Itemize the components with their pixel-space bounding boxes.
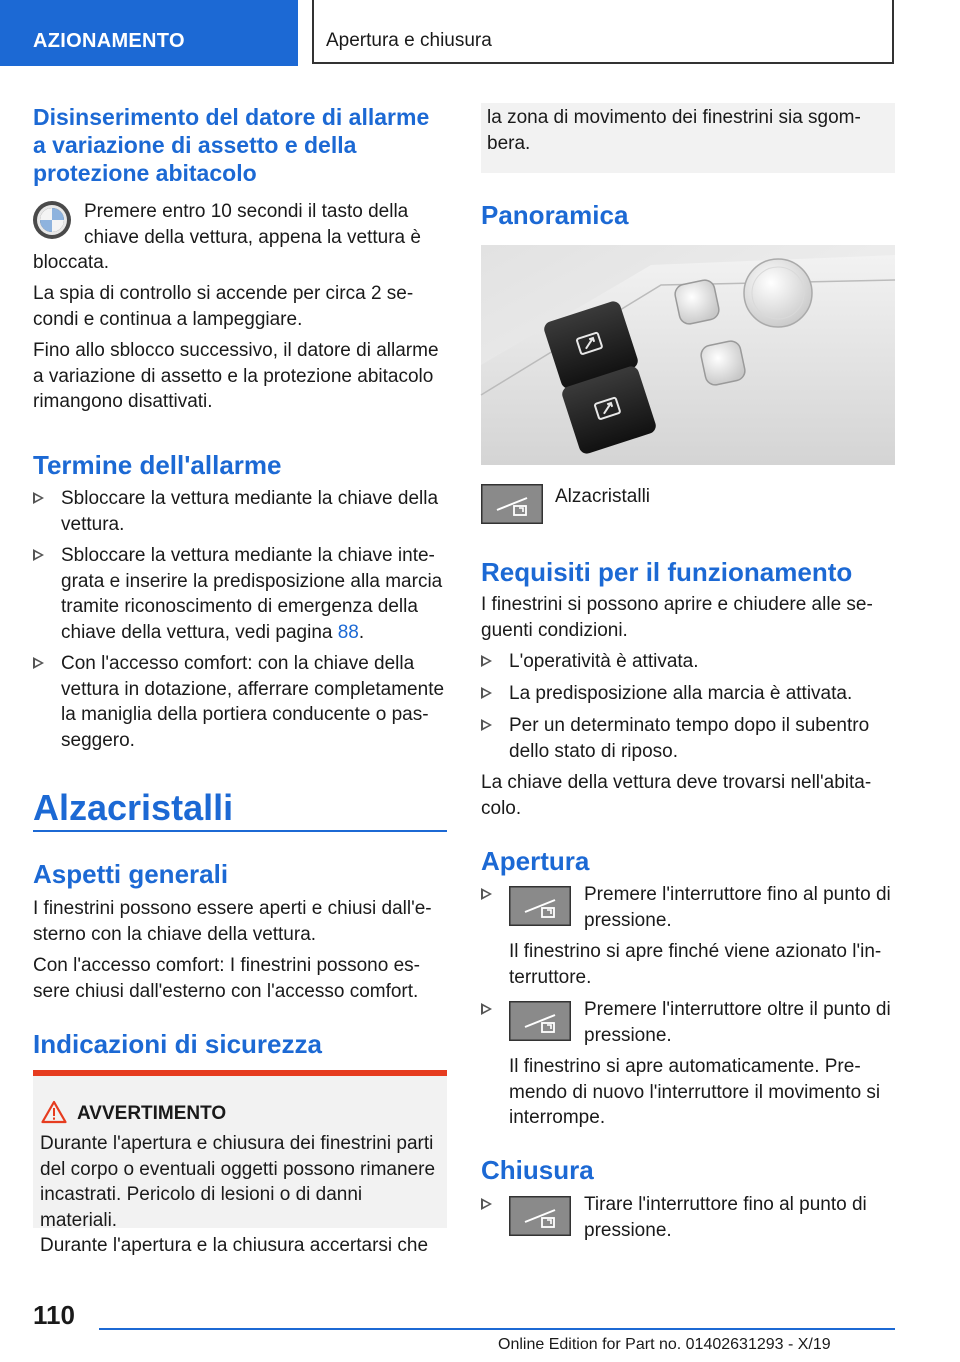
alarm-text-line-1: Premere entro 10 secondi il tasto della bbox=[84, 201, 409, 222]
chapter-label: Apertura e chiusura bbox=[326, 30, 492, 51]
list-item: Sbloccare la vettura mediante la chiave inte- grata e inserire la predisposizione alla marcia tramite riconoscimento di emergenza della chiave della vettura, vedi pagina 88. bbox=[33, 543, 447, 645]
bullet-triangle-icon bbox=[481, 1198, 492, 1210]
alarm-text-line-3: bloccata. bbox=[33, 252, 110, 273]
warning-box-continued: la zona di movimento dei finestrini sia sgom- bera. bbox=[481, 103, 895, 173]
bullet-triangle-icon bbox=[481, 655, 492, 667]
window-switch-icon bbox=[481, 484, 543, 524]
closing-step-1: Tirare l'interruttore fino al punto di pressione. bbox=[584, 1194, 867, 1241]
key-fob-button-icon bbox=[31, 199, 73, 241]
opening-step-2: Premere l'interruttore oltre il punto di pressione. bbox=[584, 999, 891, 1046]
footer-edition: Online Edition for Part no. 01402631293 - X/19 bbox=[498, 1336, 831, 1353]
switch-caption: Alzacristalli bbox=[555, 486, 651, 507]
bullet-triangle-icon bbox=[481, 1003, 492, 1015]
list-item: L'operatività è attivata. bbox=[481, 649, 895, 675]
bullet-triangle-icon bbox=[481, 719, 492, 731]
footer-rule bbox=[99, 1328, 895, 1330]
closing-heading: Chiusura bbox=[481, 1155, 594, 1185]
overview-heading: Panoramica bbox=[481, 200, 629, 230]
bullet-triangle-icon bbox=[33, 549, 44, 561]
alarm-paragraph-3: Fino allo sblocco successivo, il datore di allarme a variazione di assetto e la protezione abitacolo rimangono disattivati. bbox=[33, 340, 439, 412]
chapter-title: Alzacristalli bbox=[33, 787, 234, 828]
section-label: AZIONAMENTO bbox=[33, 30, 185, 52]
window-switch-icon bbox=[509, 886, 571, 926]
page-number: 110 bbox=[33, 1300, 75, 1330]
page-link-88[interactable]: 88 bbox=[337, 621, 359, 643]
alarm-text-line-2: chiave della vettura, appena la vettura è bbox=[84, 226, 421, 248]
warning-title: AVVERTIMENTO bbox=[77, 1103, 227, 1124]
opening-step-1: Premere l'interruttore fino al punto di pressione. bbox=[584, 884, 891, 931]
safety-heading: Indicazioni di sicurezza bbox=[33, 1029, 322, 1059]
alarm-paragraph-2: La spia di controllo si accende per circa 2 se- condi e continua a lampeggiare. bbox=[33, 283, 414, 330]
title-underline bbox=[33, 830, 447, 832]
bullet-triangle-icon bbox=[481, 687, 492, 699]
warning-box bbox=[33, 1070, 447, 1256]
alarm-heading: Disinserimento del datore di allarme a variazione di assetto e della protezione abitacolo bbox=[33, 104, 430, 186]
list-item: La predisposizione alla marcia è attivata. bbox=[481, 681, 895, 707]
window-switch-icon bbox=[509, 1001, 571, 1041]
page-header bbox=[0, 0, 960, 66]
window-switch-photo bbox=[481, 245, 895, 465]
bullet-triangle-icon bbox=[33, 492, 44, 504]
opening-step-2-result: Il finestrino si apre automaticamente. Pre- mendo di nuovo l'interruttore il movimento si interrompe. bbox=[509, 1056, 881, 1128]
chapter-tab bbox=[312, 0, 894, 64]
bullet-triangle-icon bbox=[33, 657, 44, 669]
warning-triangle-icon bbox=[41, 1100, 67, 1124]
warning-text: Durante l'apertura e chiusura dei finestrini parti del corpo o eventuali oggetti possono rimanere incastrati. Pericolo di lesioni o di danni materiali. Durante l'apertura e la chiusura accertarsi che bbox=[40, 1133, 436, 1256]
general-paragraph-2: Con l'accesso comfort: I finestrini possono es- sere chiusi dall'esterno con l'accesso comfort. bbox=[33, 955, 420, 1002]
general-paragraph-1: I finestrini possono essere aperti e chiusi dall'e- sterno con la chiave della vettura. bbox=[33, 898, 432, 945]
bullet-triangle-icon bbox=[481, 888, 492, 900]
list-item: Con l'accesso comfort: con la chiave della vettura in dotazione, afferrare completamente la maniglia della portiera conducente o pas- seggero. bbox=[33, 651, 447, 753]
opening-step-1-result: Il finestrino si apre finché viene azionato l'in- terruttore. bbox=[509, 941, 882, 988]
requirements-note: La chiave della vettura deve trovarsi nell'abita- colo. bbox=[481, 772, 872, 819]
requirements-paragraph: I finestrini si possono aprire e chiudere alle se- guenti condizioni. bbox=[481, 594, 873, 641]
general-heading: Aspetti generali bbox=[33, 859, 229, 889]
list-item: Sbloccare la vettura mediante la chiave della vettura. bbox=[33, 486, 447, 537]
end-alarm-heading: Termine dell'allarme bbox=[33, 450, 282, 480]
window-switch-icon bbox=[509, 1196, 571, 1236]
opening-heading: Apertura bbox=[481, 846, 590, 876]
requirements-heading: Requisiti per il funzionamento bbox=[481, 557, 853, 587]
section-tab bbox=[0, 0, 298, 66]
list-item: Per un determinato tempo dopo il subentro dello stato di riposo. bbox=[481, 713, 895, 764]
